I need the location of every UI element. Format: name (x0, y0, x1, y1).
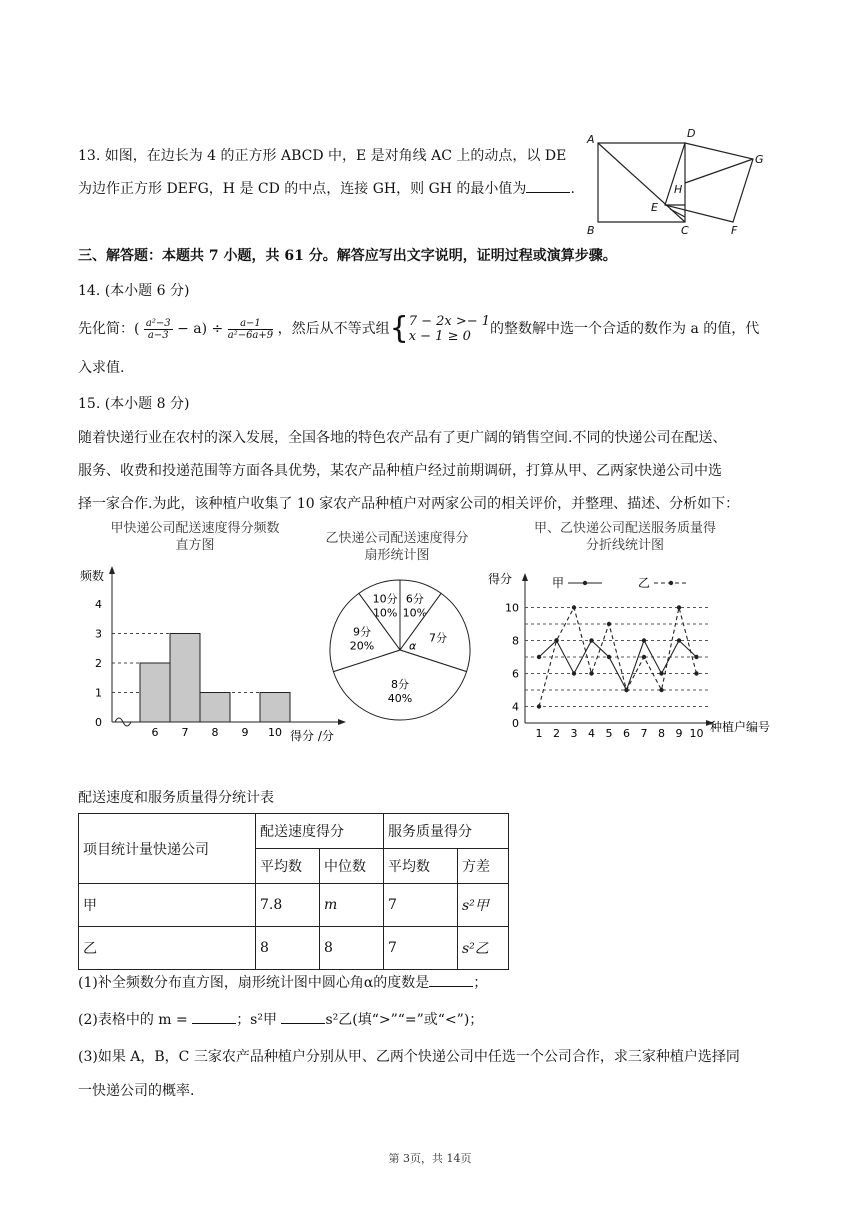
point-label-E: E (651, 201, 658, 214)
y-tick-label: 0 (512, 717, 519, 730)
x-axis-label: 种植户编号 (710, 720, 771, 734)
q15-sub3-line1: (3)如果 A，B，C 三家农产品种植户分别从甲、乙两个快递公司中任选一个公司合作，求三家种植户选择同 (78, 1049, 740, 1065)
q14-header: 14. (本小题 6 分) (78, 283, 190, 299)
q14-text-b: − a) ÷ (177, 321, 224, 337)
x-axis-label: 得分 /分 (290, 729, 334, 743)
q14-text-c: ，然后从不等式组 (277, 321, 390, 337)
x-tick-label: 8 (658, 727, 665, 740)
pie-title: 乙快递公司配送速度得分扇形统计图 (325, 531, 469, 563)
table-cell: 甲 (79, 884, 256, 927)
y-tick-label: 2 (95, 657, 102, 670)
answer-blank (429, 972, 473, 987)
series-line-甲 (539, 641, 697, 691)
fraction-2: $\frac{a-1}{\text{a²−6a+9}}$ (227, 317, 274, 341)
data-point (589, 638, 593, 642)
x-tick-label: 6 (151, 726, 159, 739)
slice-percent: 10% (402, 606, 428, 620)
pie-chart (325, 575, 475, 725)
table-row (79, 884, 509, 927)
data-point (677, 605, 681, 609)
table-cell: 7 (384, 927, 458, 970)
y-tick-label: 4 (512, 700, 519, 714)
point-label-D: D (687, 127, 696, 140)
inequality-system: 7 − 2x >− 1 x − 1 ≥ 0 (408, 314, 491, 344)
q15-para1: 随着快递行业在农村的深入发展，全国各地的特色农产品有了更广阔的销售空间.不同的快递公司在配送、 (78, 430, 727, 446)
sub2-text-b: ；s²甲 (236, 1012, 277, 1028)
table-cell: m (320, 884, 384, 927)
table-cell: s²甲 (458, 884, 509, 927)
section-heading: 三、解答题：本题共 7 小题，共 61 分。解答应写出文字说明，证明过程或演算步骤。 (78, 248, 617, 264)
point-label-H: H (674, 183, 683, 196)
y-axis-arrow (109, 566, 115, 574)
x-tick-label: 10 (689, 727, 704, 740)
answer-blank (192, 1009, 236, 1024)
point-label-F: F (731, 224, 738, 237)
angle-alpha-label: α (409, 639, 417, 653)
legend-label: 乙 (638, 576, 651, 590)
y-tick-label: 1 (95, 686, 102, 700)
data-point (537, 704, 541, 708)
slice-label: 10分 (372, 592, 398, 606)
point-label-B: B (587, 224, 595, 237)
q13-line2-text: 为边作正方形 DEFG，H 是 CD 的中点，连接 GH，则 GH 的最小值为 (78, 181, 527, 197)
slice-label: 7分 (429, 631, 448, 645)
data-point (607, 655, 611, 659)
slice-percent: 10% (372, 606, 398, 620)
data-point (607, 622, 611, 626)
square-geometry-figure (585, 125, 770, 240)
x-tick-label: 4 (588, 727, 595, 740)
table-cell: 乙 (79, 927, 256, 970)
sub2-text-a: (2)表格中的 m = (78, 1012, 193, 1028)
q15-sub2 (78, 1009, 483, 1030)
bar (260, 693, 290, 723)
table-group-service: 服务质量得分 (384, 814, 509, 849)
table-sub-header: 平均数 (384, 849, 458, 884)
point-label-A: A (587, 133, 595, 146)
table-row (79, 927, 509, 970)
y-tick-label: 0 (95, 716, 102, 729)
y-axis-arrow (522, 573, 528, 581)
sub1-end: ； (473, 975, 488, 991)
histogram-chart (70, 560, 355, 750)
data-point (677, 638, 681, 642)
slice-percent: 20% (349, 639, 375, 653)
x-tick-label: 7 (640, 727, 648, 740)
bar (140, 663, 170, 722)
brace-icon: { (389, 311, 409, 346)
line-chart-title: 甲、乙快递公司配送服务质量得分折线统计图 (533, 521, 716, 553)
table-sub-header: 中位数 (320, 849, 384, 884)
q13-line2-end: . (570, 181, 575, 197)
legend-label: 甲 (552, 576, 565, 590)
x-tick-label: 5 (605, 727, 613, 740)
legend-marker (669, 581, 673, 585)
y-tick-label: 8 (512, 634, 519, 648)
q14-text-d: 的整数解中选一个合适的数作为 a 的值，代 (490, 321, 760, 337)
slice-percent: 40% (387, 692, 413, 705)
table-cell: s²乙 (458, 927, 509, 970)
table-title: 配送速度和服务质量得分统计表 (78, 790, 274, 806)
bar (200, 693, 230, 723)
slice-label: 8分 (391, 678, 409, 691)
data-point (694, 655, 698, 659)
x-tick-label: 3 (570, 727, 578, 740)
q15-para3: 择一家合作.为此，该种植户收集了 10 家农产品种植户对两家公司的相关评价，并整理、描述、分析如下： (78, 496, 740, 512)
x-tick-label: 9 (241, 726, 249, 739)
point-label-C: C (681, 224, 689, 237)
q13-line2 (78, 178, 575, 199)
bar (170, 634, 200, 723)
table-sub-header: 方差 (458, 849, 509, 884)
sub1-text: (1)补全频数分布直方图，扇形统计图中圆心角α的度数是 (78, 975, 430, 991)
q15-sub3-line2: 一快递公司的概率. (78, 1083, 195, 1099)
table-group-speed: 配送速度得分 (256, 814, 384, 849)
data-point (572, 605, 576, 609)
data-point (659, 671, 663, 675)
q14-line1 (78, 311, 760, 346)
data-point (642, 638, 646, 642)
y-tick-label: 6 (512, 667, 519, 681)
y-tick-label: 10 (505, 601, 519, 615)
slice-label: 9分 (352, 625, 371, 639)
y-axis-label: 得分 (488, 572, 513, 586)
data-point (642, 655, 646, 659)
x-tick-label: 9 (675, 727, 683, 740)
q15-para2: 服务、收费和投递范围等方面各具优势，某农产品种植户经过前期调研，打算从甲、乙两家快递公司中选 (78, 463, 722, 479)
y-axis-label: 频数 (80, 569, 105, 583)
histogram-title: 甲快递公司配送速度得分频数直方图 (110, 521, 280, 553)
q14-text-a: 先化简：( (78, 321, 140, 337)
y-tick-label: 4 (95, 598, 102, 611)
answer-blank (281, 1009, 325, 1024)
line-chart (480, 565, 785, 745)
page-footer: 第 3页，共 14页 (388, 1152, 472, 1165)
data-point (589, 671, 593, 675)
slice-label: 6分 (405, 592, 424, 606)
x-tick-label: 10 (268, 726, 282, 739)
data-point (554, 638, 558, 642)
y-tick-label: 3 (95, 627, 102, 641)
answer-blank (526, 178, 570, 193)
q14-line2: 入求值. (78, 360, 125, 376)
table-sub-header: 平均数 (256, 849, 320, 884)
data-point (659, 688, 663, 692)
q13-line1: 13. 如图，在边长为 4 的正方形 ABCD 中，E 是对角线 AC 上的动点，以 DE (78, 148, 567, 164)
sub2-text-c: s²乙(填“>”“=”或“<”)； (325, 1012, 484, 1028)
data-point (572, 671, 576, 675)
table-cell: 8 (256, 927, 320, 970)
table-cell: 8 (320, 927, 384, 970)
data-point (537, 655, 541, 659)
table-corner: 项目统计量快递公司 (79, 814, 256, 884)
legend-marker (583, 581, 587, 585)
q15-header: 15. (本小题 8 分) (78, 396, 190, 412)
x-tick-label: 7 (181, 726, 189, 739)
table-cell: 7 (384, 884, 458, 927)
x-tick-label: 1 (535, 727, 543, 740)
x-tick-label: 6 (623, 727, 630, 740)
table-cell: 7.8 (256, 884, 320, 927)
data-point (624, 688, 628, 692)
stats-table (78, 813, 509, 970)
fraction-1: $\frac{\text{a²−3}}{a-3}$ (145, 317, 171, 341)
q15-sub1 (78, 972, 487, 993)
point-label-G: G (755, 153, 764, 166)
x-tick-label: 8 (211, 726, 219, 739)
data-point (694, 671, 698, 675)
x-tick-label: 2 (553, 727, 560, 740)
